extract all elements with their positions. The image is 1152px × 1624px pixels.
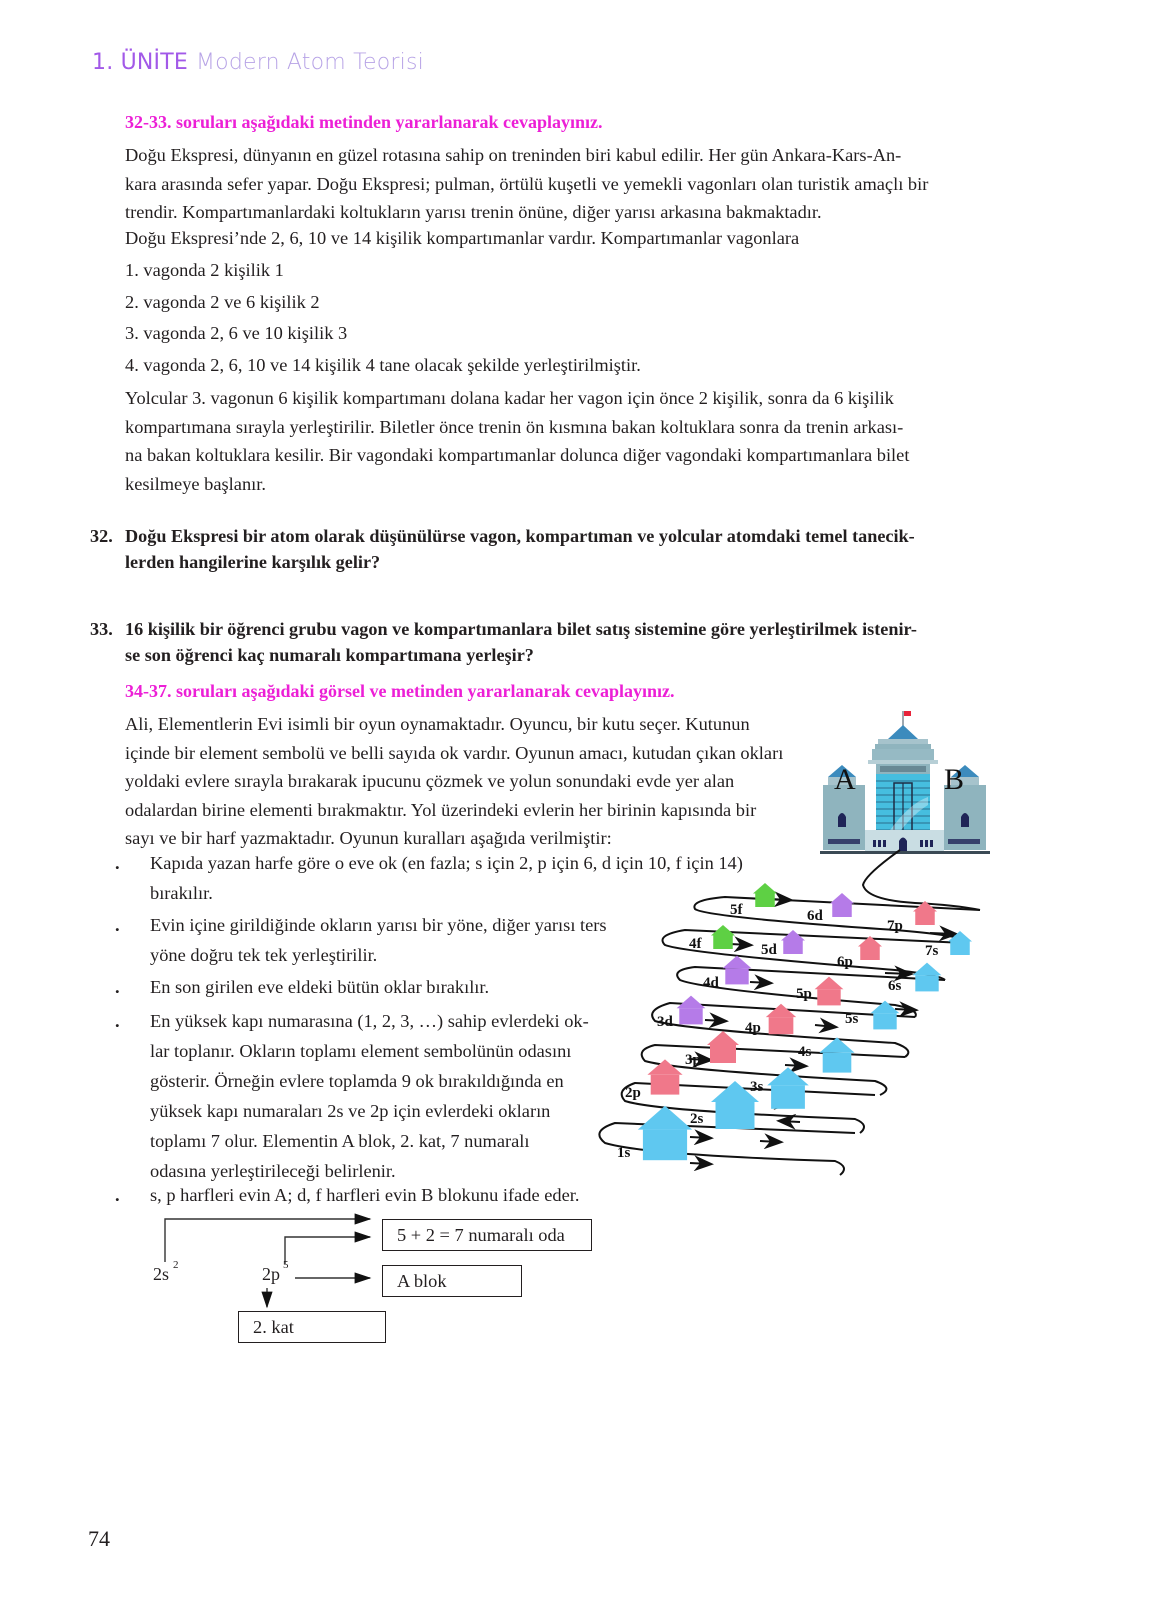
elements-house-building-illustration [820, 705, 1010, 855]
rule-bullet-2 [115, 910, 607, 970]
rule-text: Evin içine girildiğinde okların yarısı bir yöne, diğer yarısı ters [150, 915, 607, 935]
rule-text: yüksek kapı numaraları 2s ve 2p için evlerdeki okların [150, 1101, 551, 1121]
room-number-box: 5 + 2 = 7 numaralı oda [382, 1219, 592, 1251]
svg-text:1s: 1s [617, 1145, 631, 1161]
bullet: . [115, 915, 120, 935]
text-line: kompartımana sırayla yerleştirilir. Biletler önce trenin ön kısmına bakan koltuklara sonra da trenin arkası- [125, 416, 904, 437]
house-4f [711, 925, 735, 949]
section1-rules [125, 384, 1010, 498]
house-4d [723, 956, 752, 985]
house-3p [707, 1031, 739, 1063]
house-3s [767, 1067, 809, 1109]
unit-topic: Modern Atom Teorisi [195, 50, 424, 75]
text-line: kesilmeye başlanır. [125, 473, 266, 494]
svg-text:3d: 3d [657, 1014, 673, 1030]
svg-text:5f: 5f [730, 902, 743, 918]
svg-text:7s: 7s [925, 943, 939, 959]
svg-text:2p: 2p [625, 1085, 641, 1101]
text-line: yoldaki evlere sırayla bırakarak ipucunu çözmek ve yolun sonundaki evde yer alan [125, 771, 735, 792]
rule-bullet-4 [115, 1006, 589, 1186]
house-6s [913, 963, 942, 992]
wagon-2: 2. vagonda 2 ve 6 kişilik 2 [125, 292, 320, 312]
text-line: Yolcular 3. vagonun 6 kişilik kompartımanı dolana kadar her vagon için önce 2 kişilik, sonra da 6 kişilik [125, 388, 894, 408]
section2-instruction: 34-37. soruları aşağıdaki görsel ve metinden yararlanarak cevaplayınız. [125, 681, 675, 701]
svg-text:6d: 6d [807, 908, 823, 924]
question-text: se son öğrenci kaç numaralı kompartımana yerleşir? [125, 645, 534, 665]
page-number: 74 [88, 1526, 110, 1551]
bullet: . [115, 977, 120, 997]
question-33 [90, 616, 1010, 668]
question-32 [90, 523, 1010, 575]
rule-text: Kapıda yazan harfe göre o eve ok (en fazla; s için 2, p için 6, d için 10, f için 14) [150, 853, 743, 873]
svg-text:3p: 3p [685, 1052, 701, 1068]
rule-text: s, p harfleri evin A; d, f harfleri evin B blokunu ifade eder. [150, 1185, 580, 1205]
house-5d [781, 930, 805, 954]
rule-text: En yüksek kapı numarasına (1, 2, 3, …) sahip evlerdeki ok- [150, 1011, 589, 1031]
chapter-header [92, 50, 424, 75]
svg-text:2s: 2s [690, 1111, 704, 1127]
rule-text: toplamı 7 olur. Elementin A blok, 2. kat, 7 numaralı [150, 1131, 530, 1151]
unit-label: 1. ÜNİTE [92, 50, 188, 75]
house-6d [830, 893, 854, 917]
house-3d [677, 996, 706, 1025]
section2-intro [125, 710, 845, 853]
question-number: 33. [90, 619, 113, 639]
svg-text:4f: 4f [689, 936, 702, 952]
rule-bullet-3 [115, 972, 489, 1002]
bullet: . [115, 1185, 120, 1205]
house-5f [753, 883, 777, 907]
term-2p: 2p [262, 1264, 280, 1284]
rule-text: gösterir. Örneğin evlere toplamda 9 ok bırakıldığında en [150, 1071, 564, 1091]
rule-bullet-5 [115, 1180, 580, 1210]
rule-text: lar toplanır. Okların toplamı element sembolünün odasını [150, 1041, 572, 1061]
house-5p [815, 977, 844, 1006]
rule-text: En son girilen eve eldeki bütün oklar bırakılır. [150, 977, 490, 997]
svg-text:6s: 6s [888, 978, 902, 994]
svg-text:2: 2 [173, 1259, 179, 1271]
rule-text: bırakılır. [150, 883, 213, 903]
block-box: A blok [382, 1265, 522, 1297]
house-4s [819, 1037, 854, 1072]
bullet: . [115, 1011, 120, 1031]
text-line: trendir. Kompartımanlardaki koltukların yarısı trenin önüne, diğer yarısı arkasına bakmaktadır. [125, 202, 822, 223]
wagon-1: 1. vagonda 2 kişilik 1 [125, 260, 284, 280]
orbital-road-diagram [595, 845, 995, 1180]
svg-text:4s: 4s [798, 1044, 812, 1060]
flag-icon [904, 711, 911, 716]
rule-text: odasına yerleştirileceği belirlenir. [150, 1161, 396, 1181]
rule-text: yöne doğru tek tek yerleştirilir. [150, 945, 378, 965]
text-line: odalardan birine elementi bırakmaktır. Yol üzerindeki evlerin her birinin kapısında bir [125, 799, 757, 820]
svg-text:7p: 7p [887, 918, 903, 934]
text-line: sayı ve bir harf yazmaktadır. Oyunun kuralları aşağıda verilmiştir: [125, 828, 612, 849]
svg-text:3s: 3s [750, 1079, 764, 1095]
question-text: lerden hangilerine karşılık gelir? [125, 552, 381, 572]
svg-text:5: 5 [283, 1259, 289, 1271]
bullet: . [115, 853, 120, 873]
svg-text:4p: 4p [745, 1020, 761, 1036]
compartments-line: Doğu Ekspresi’nde 2, 6, 10 ve 14 kişilik kompartımanlar vardır. Kompartımanlar vagonlara [125, 228, 800, 248]
section1-intro [125, 141, 1010, 227]
block-a-label: A [834, 763, 856, 796]
question-text: 16 kişilik bir öğrenci grubu vagon ve kompartımanlara bilet satış sistemine göre yerleştirilmek istenir- [125, 619, 917, 639]
svg-text:5s: 5s [845, 1011, 859, 1027]
text-line: kara arasında sefer yapar. Doğu Ekspresi; pulman, örtülü kuşetli ve yemekli vagonları olan turistik amaçlı bir [125, 173, 929, 194]
question-number: 32. [90, 526, 113, 546]
wagon-4: 4. vagonda 2, 6, 10 ve 14 kişilik 4 tane olacak şekilde yerleştirilmiştir. [125, 355, 641, 375]
svg-text:5d: 5d [761, 942, 777, 958]
text-line: içinde bir element sembolü ve belli sayıda ok vardır. Oyunun amacı, kutudan çıkan okları [125, 742, 784, 763]
text-line: Ali, Elementlerin Evi isimli bir oyun oynamaktadır. Oyuncu, bir kutu seçer. Kutunun [125, 714, 750, 734]
svg-text:5p: 5p [796, 986, 812, 1002]
text-line: Doğu Ekspresi, dünyanın en güzel rotasına sahip on treninden biri kabul edilir. Her gün Ankara-Kars-An- [125, 145, 902, 165]
floor-box: 2. kat [238, 1311, 386, 1343]
svg-text:4d: 4d [703, 975, 719, 991]
term-2s: 2s [153, 1264, 170, 1284]
question-text: Doğu Ekspresi bir atom olarak düşünülürse vagon, kompartıman ve yolcular atomdaki temel tanecik- [125, 526, 915, 546]
block-b-label: B [944, 763, 965, 796]
house-1s [638, 1106, 692, 1160]
svg-text:6p: 6p [837, 954, 853, 970]
text-line: na bakan koltuklara kesilir. Bir vagondaki kompartımanlar dolunca diğer vagondaki kompartımanlara bilet [125, 445, 910, 466]
house-2p [647, 1059, 682, 1094]
wagon-3: 3. vagonda 2, 6 ve 10 kişilik 3 [125, 323, 348, 343]
section1-instruction: 32-33. soruları aşağıdaki metinden yararlanarak cevaplayınız. [125, 112, 603, 132]
